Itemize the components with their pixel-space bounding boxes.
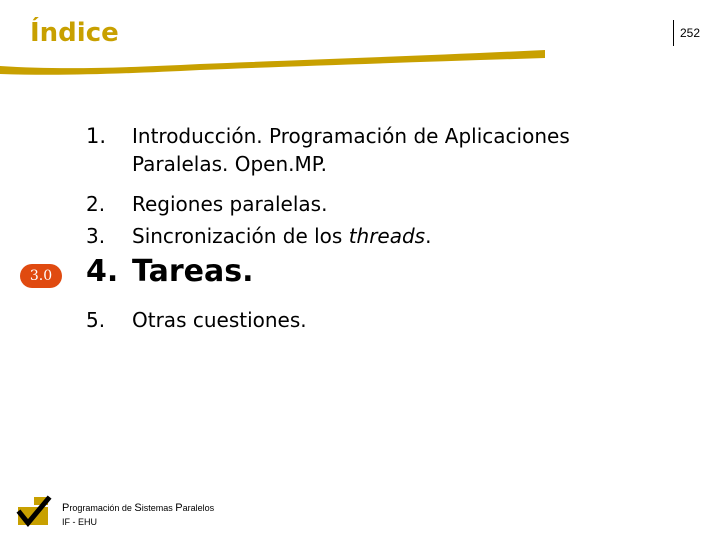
item-number: 2. bbox=[86, 192, 106, 216]
active-section-badge: 3.0 bbox=[20, 264, 62, 288]
item-text: Regiones paralelas. bbox=[132, 192, 328, 216]
slide-title: Índice bbox=[30, 18, 119, 48]
item-text: Sincronización de los threads. bbox=[132, 224, 432, 248]
item-text: Introducción. Programación de Aplicaciones bbox=[132, 124, 570, 148]
page-number-divider bbox=[673, 20, 674, 46]
footer-course-title: Programación de Sistemas Paralelos bbox=[62, 502, 215, 514]
item-number: 4. bbox=[86, 254, 119, 289]
checkmark-logo-icon bbox=[14, 495, 52, 527]
page-number: 252 bbox=[680, 26, 701, 40]
item-number: 5. bbox=[86, 308, 106, 332]
title-underline-brush bbox=[0, 40, 560, 80]
item-text: Otras cuestiones. bbox=[132, 308, 307, 332]
item-number: 3. bbox=[86, 224, 106, 248]
footer-institution: IF - EHU bbox=[62, 517, 97, 527]
item-number: 1. bbox=[86, 124, 107, 148]
item-text-italic: threads bbox=[348, 224, 426, 248]
item-text-line2: Paralelas. Open.MP. bbox=[132, 152, 328, 176]
item-text: Tareas. bbox=[132, 254, 254, 289]
